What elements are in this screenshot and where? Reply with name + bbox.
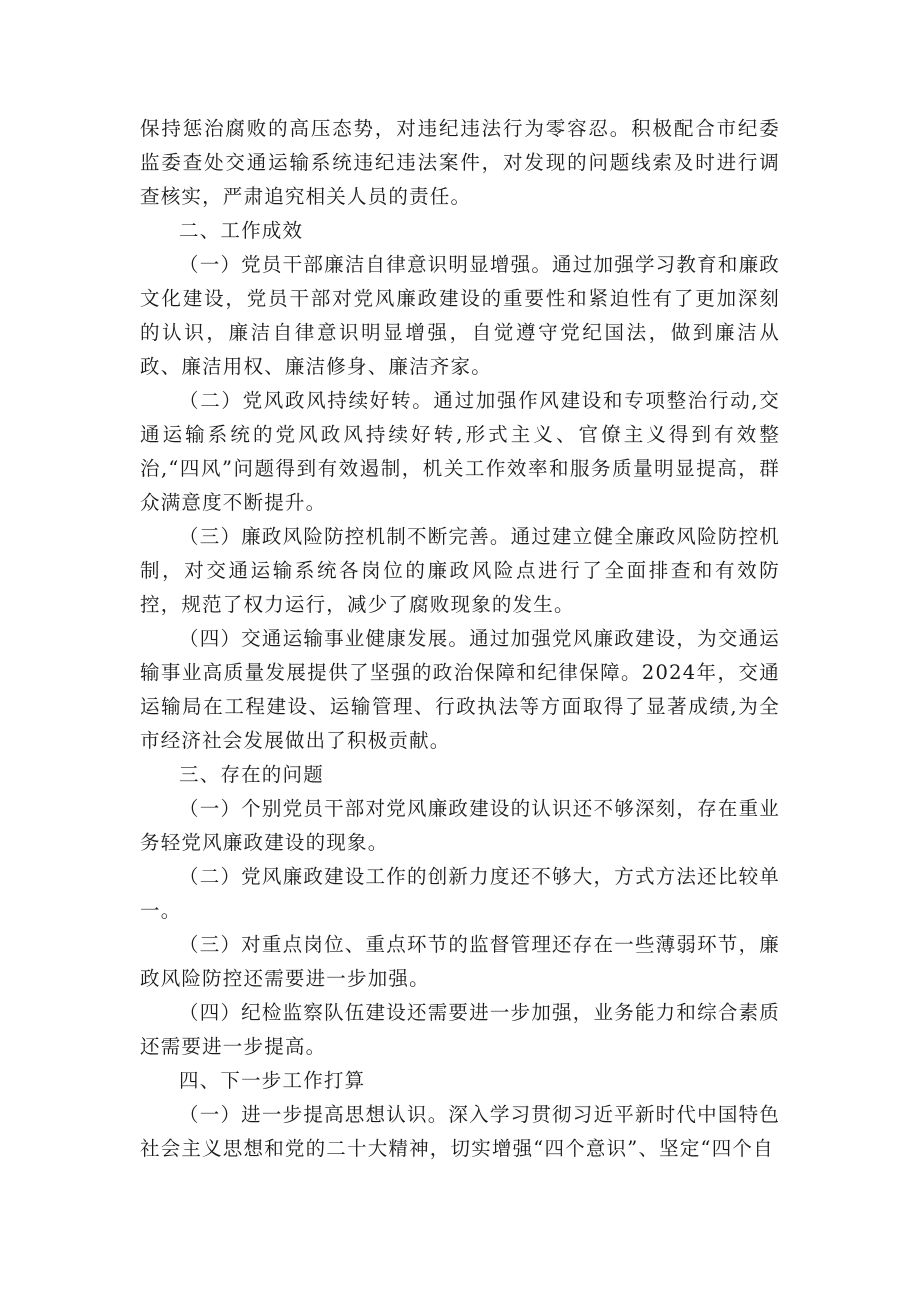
paragraph-problem-2: （二）党风廉政建设工作的创新力度还不够大，方式方法还比较单一。 — [140, 865, 780, 922]
section-heading-next-steps: 四、下一步工作打算 — [179, 1069, 366, 1092]
section-heading-problems: 三、存在的问题 — [179, 763, 324, 786]
section-heading-achievements: 二、工作成效 — [179, 219, 304, 242]
paragraph-achievement-1: （一）党员干部廉洁自律意识明显增强。通过加强学习教育和廉政文化建设，党员干部对党风廉政建设的重要性和紧迫性有了更加深刻的认识，廉洁自律意识明显增强，自觉遵守党纪国法，做到廉洁从政、廉洁用权、廉洁修身、廉洁齐家。 — [140, 253, 780, 378]
paragraph-next-step-1: （一）进一步提高思想认识。深入学习贯彻习近平新时代中国特色社会主义思想和党的二十大精神，切实增强“四个意识”、坚定“四个自 — [140, 1103, 780, 1160]
document-body — [140, 112, 780, 1166]
paragraph-continuation: 保持惩治腐败的高压态势，对违纪违法行为零容忍。积极配合市纪委监委查处交通运输系统违纪违法案件，对发现的问题线索及时进行调查核实，严肃追究相关人员的责任。 — [140, 117, 780, 208]
paragraph-achievement-4: （四）交通运输事业健康发展。通过加强党风廉政建设，为交通运输事业高质量发展提供了坚强的政治保障和纪律保障。2024年，交通运输局在工程建设、运输管理、行政执法等方面取得了显著成绩,为全市经济社会发展做出了积极贡献。 — [140, 627, 780, 752]
paragraph-problem-3: （三）对重点岗位、重点环节的监督管理还存在一些薄弱环节，廉政风险防控还需要进一步加强。 — [140, 933, 780, 990]
paragraph-problem-1: （一）个别党员干部对党风廉政建设的认识还不够深刻，存在重业务轻党风廉政建设的现象。 — [140, 797, 780, 854]
paragraph-problem-4: （四）纪检监察队伍建设还需要进一步加强，业务能力和综合素质还需要进一步提高。 — [140, 1001, 780, 1058]
paragraph-achievement-3: （三）廉政风险防控机制不断完善。通过建立健全廉政风险防控机制，对交通运输系统各岗位的廉政风险点进行了全面排查和有效防控，规范了权力运行，减少了腐败现象的发生。 — [140, 525, 780, 616]
paragraph-achievement-2: （二）党风政风持续好转。通过加强作风建设和专项整治行动,交通运输系统的党风政风持续好转,形式主义、官僚主义得到有效整治,“四风”问题得到有效遏制，机关工作效率和服务质量明显提高，群众满意度不断提升。 — [140, 389, 780, 514]
